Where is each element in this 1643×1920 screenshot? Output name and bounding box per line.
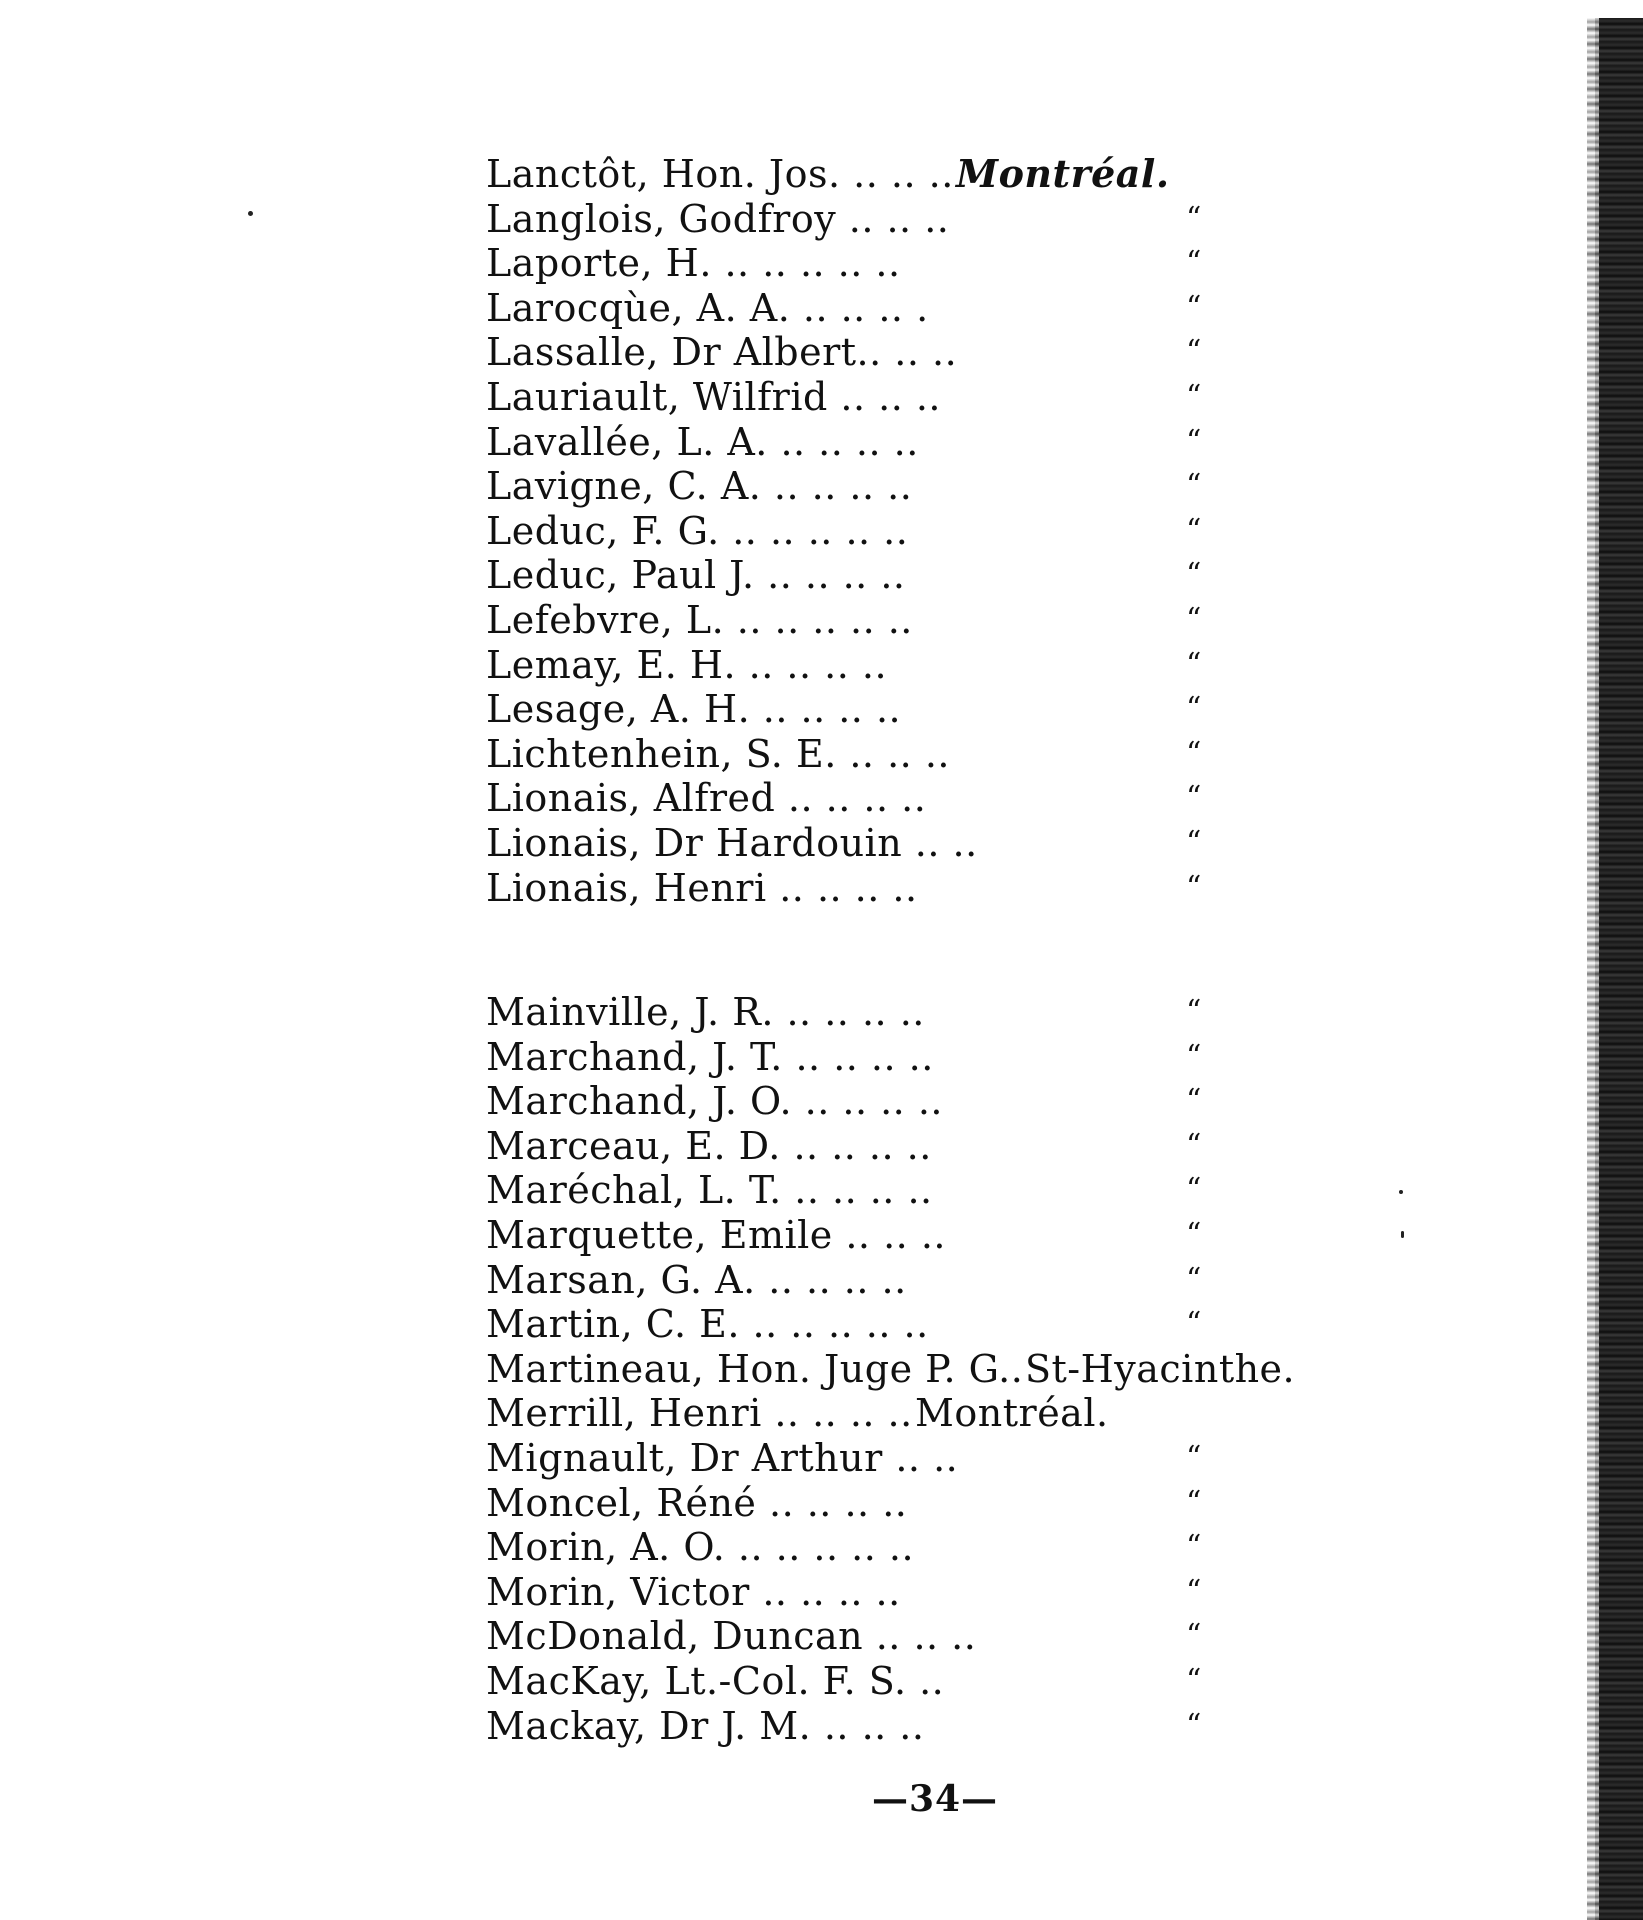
list-item — [486, 509, 1426, 554]
entry-name: Lavallée, L. A. .. .. .. .. — [486, 419, 919, 464]
stray-mark — [248, 211, 253, 216]
ditto-mark: “ — [1186, 1573, 1202, 1609]
ditto-mark: “ — [1186, 1127, 1202, 1163]
entry-name: Marquette, Emile .. .. .. — [486, 1213, 946, 1258]
entry-name: Marceau, E. D. .. .. .. .. — [486, 1123, 932, 1168]
member-list — [486, 152, 1426, 1748]
entry-name: Moncel, Réné .. .. .. .. — [486, 1480, 908, 1525]
entry-name: Mackay, Dr J. M. .. .. .. — [486, 1703, 925, 1748]
list-item — [486, 1391, 1426, 1436]
list-item — [486, 375, 1426, 420]
entry-name: Lesage, A. H. .. .. .. .. — [486, 687, 902, 732]
ditto-mark: “ — [1186, 1440, 1202, 1476]
ditto-mark: “ — [1186, 423, 1202, 459]
entry-name: Martineau, Hon. Juge P. G.. — [486, 1346, 1024, 1391]
entry-name: Laporte, H. .. .. .. .. .. — [486, 241, 901, 286]
ditto-mark: “ — [1186, 691, 1202, 727]
list-item — [486, 420, 1426, 465]
ditto-mark: “ — [1186, 289, 1202, 325]
entry-name: Merrill, Henri .. .. .. .. — [486, 1391, 913, 1436]
entry-name: Leduc, Paul J. .. .. .. .. — [486, 553, 906, 598]
entry-name: Lauriault, Wilfrid .. .. .. — [486, 374, 942, 419]
ditto-mark: “ — [1186, 378, 1202, 414]
ditto-mark: “ — [1186, 468, 1202, 504]
list-item — [486, 732, 1426, 777]
list-item — [486, 1436, 1426, 1481]
list-item — [486, 598, 1426, 643]
ditto-mark: “ — [1186, 1618, 1202, 1654]
entry-place: Montréal. — [915, 1391, 1109, 1436]
list-item — [486, 330, 1426, 375]
list-item — [486, 1124, 1426, 1169]
entry-name: Langlois, Godfroy .. .. .. — [486, 196, 950, 241]
ditto-mark: “ — [1186, 245, 1202, 281]
ditto-mark: “ — [1186, 1172, 1202, 1208]
list-item — [486, 1168, 1426, 1213]
entry-name: MacKay, Lt.-Col. F. S. .. — [486, 1659, 945, 1703]
list-item — [486, 687, 1426, 732]
list-item — [486, 1302, 1426, 1347]
entry-name: Morin, A. O. .. .. .. .. .. — [486, 1525, 915, 1570]
page-binding-edge — [1595, 18, 1643, 1920]
list-item — [486, 1035, 1426, 1080]
list-item — [486, 152, 1426, 197]
ditto-mark: “ — [1186, 512, 1202, 548]
list-item — [486, 1525, 1426, 1570]
list-item — [486, 286, 1426, 331]
ditto-mark: “ — [1186, 735, 1202, 771]
list-item — [486, 1481, 1426, 1526]
entry-name: Mignault, Dr Arthur .. .. — [486, 1436, 959, 1481]
entry-name: Maréchal, L. T. .. .. .. .. — [486, 1168, 933, 1213]
list-item — [486, 197, 1426, 242]
list-item — [486, 1659, 1426, 1704]
ditto-mark: “ — [1186, 1038, 1202, 1074]
list-item — [486, 866, 1426, 911]
ditto-mark: “ — [1186, 646, 1202, 682]
list-item — [486, 1213, 1426, 1258]
ditto-mark: “ — [1186, 780, 1202, 816]
entry-name: Martin, C. E. .. .. .. .. .. — [486, 1302, 929, 1347]
entry-name: Lanctôt, Hon. Jos. .. .. .. — [486, 152, 954, 196]
entry-name: Lavigne, C. A. .. .. .. .. — [486, 464, 913, 509]
list-item — [486, 464, 1426, 509]
ditto-mark: “ — [1186, 994, 1202, 1030]
ditto-mark: “ — [1186, 200, 1202, 236]
entry-name: Marchand, J. O. .. .. .. .. — [486, 1079, 943, 1124]
list-item — [486, 1704, 1426, 1749]
entry-name: McDonald, Duncan .. .. .. — [486, 1614, 977, 1659]
entry-name: Marchand, J. T. .. .. .. .. — [486, 1034, 934, 1079]
entry-name: Lionais, Alfred .. .. .. .. — [486, 776, 927, 821]
list-item — [486, 1079, 1426, 1124]
list-item — [486, 1570, 1426, 1615]
entry-place: Montréal. — [956, 151, 1170, 196]
entry-name: Larocqùe, A. A. .. .. .. . — [486, 285, 929, 330]
entry-name: Lichtenhein, S. E. .. .. .. — [486, 731, 950, 776]
list-item — [486, 241, 1426, 286]
ditto-mark: “ — [1186, 1217, 1202, 1253]
ditto-mark: “ — [1186, 1306, 1202, 1342]
entry-name: Marsan, G. A. .. .. .. .. — [486, 1257, 907, 1302]
ditto-mark: “ — [1186, 557, 1202, 593]
list-item — [486, 1347, 1426, 1392]
ditto-mark: “ — [1186, 869, 1202, 905]
page-number: —34— — [871, 1778, 999, 1820]
ditto-mark: “ — [1186, 1083, 1202, 1119]
ditto-mark: “ — [1186, 824, 1202, 860]
entry-name: Leduc, F. G. .. .. .. .. .. — [486, 508, 909, 553]
entry-name: Lassalle, Dr Albert.. .. .. — [486, 330, 958, 375]
list-item — [486, 643, 1426, 688]
ditto-mark: “ — [1186, 1663, 1202, 1698]
list-item — [486, 553, 1426, 598]
ditto-mark: “ — [1186, 1707, 1202, 1743]
entry-name: Lionais, Dr Hardouin .. .. — [486, 820, 978, 865]
list-item — [486, 776, 1426, 821]
list-item — [486, 990, 1426, 1035]
list-item — [486, 1258, 1426, 1303]
ditto-mark: “ — [1186, 601, 1202, 637]
list-item — [486, 1614, 1426, 1659]
entry-name: Lionais, Henri .. .. .. .. — [486, 865, 918, 910]
entry-name: Lefebvre, L. .. .. .. .. .. — [486, 597, 913, 642]
ditto-mark: “ — [1186, 1529, 1202, 1565]
entry-name: Morin, Victor .. .. .. .. — [486, 1569, 901, 1614]
ditto-mark: “ — [1186, 334, 1202, 370]
list-item — [486, 821, 1426, 866]
ditto-mark: “ — [1186, 1484, 1202, 1520]
entry-place: St-Hyacinthe. — [1025, 1346, 1296, 1391]
ditto-mark: “ — [1186, 1261, 1202, 1297]
entry-name: Lemay, E. H. .. .. .. .. — [486, 642, 888, 687]
entry-name: Mainville, J. R. .. .. .. .. — [486, 990, 925, 1035]
